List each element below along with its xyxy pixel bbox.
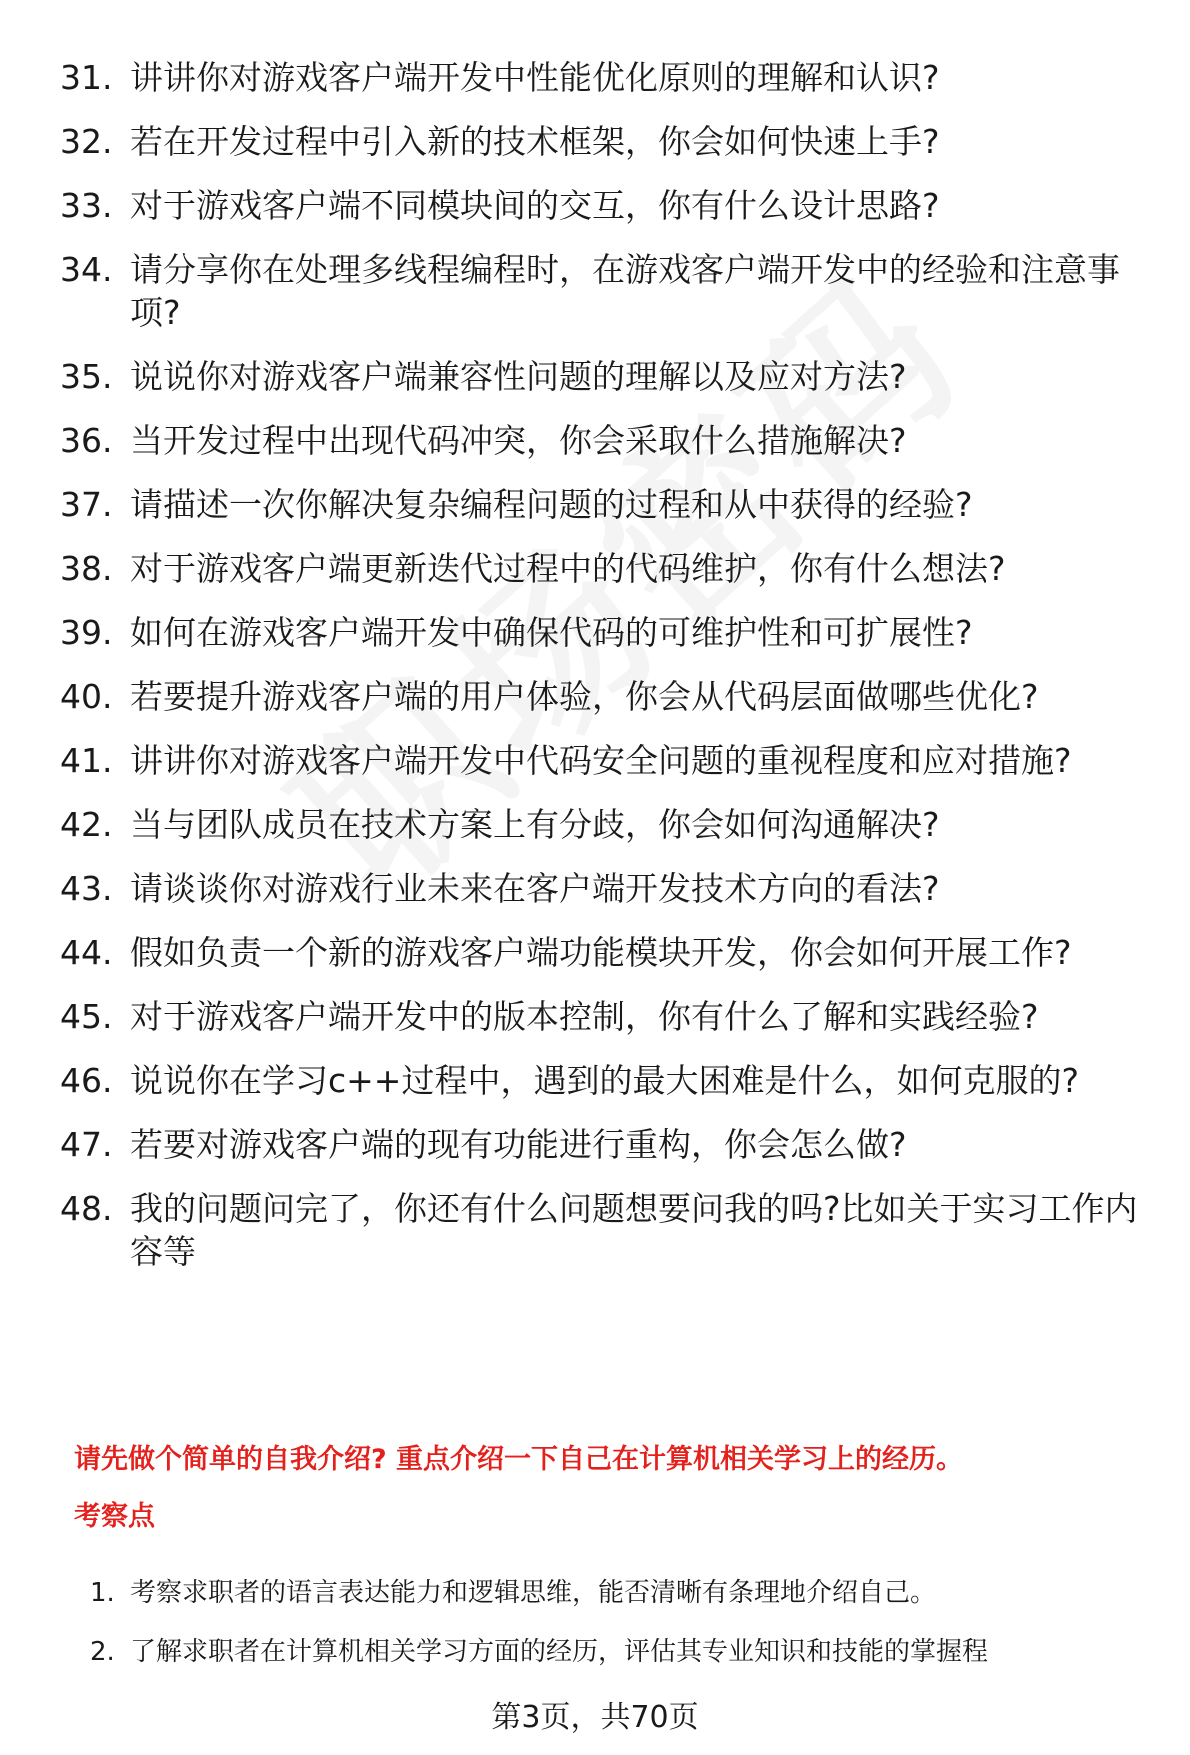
question-text: 当与团队成员在技术方案上有分歧，你会如何沟通解决? [130,805,940,844]
question-text: 请分享你在处理多线程编程时，在游戏客户端开发中的经验和注意事项? [130,250,1120,332]
question-number: 36. [60,421,113,460]
question-text: 我的问题问完了，你还有什么问题想要问我的吗?比如关于实习工作内容等 [130,1189,1138,1271]
question-item [60,248,1160,334]
question-item [60,611,1160,654]
question-item [60,739,1160,782]
point-item [90,1632,1150,1672]
question-item [60,931,1160,974]
question-number: 41. [60,741,113,780]
highlight-question: 请先做个简单的自我介绍? 重点介绍一下自己在计算机相关学习上的经历。 [74,1444,964,1475]
question-item [60,483,1160,526]
question-text: 当开发过程中出现代码冲突，你会采取什么措施解决? [130,421,907,460]
question-item [60,120,1160,163]
question-number: 37. [60,485,113,524]
question-item [60,184,1160,227]
question-number: 32. [60,122,113,161]
question-item [60,1123,1160,1166]
section-title: 考察点 [74,1501,155,1532]
question-text: 说说你对游戏客户端兼容性问题的理解以及应对方法? [130,357,907,396]
point-item [90,1573,1150,1613]
question-text: 讲讲你对游戏客户端开发中性能优化原则的理解和认识? [130,58,940,97]
question-text: 对于游戏客户端更新迭代过程中的代码维护，你有什么想法? [130,549,1006,588]
question-item [60,56,1160,99]
question-number: 31. [60,58,113,97]
question-item [60,803,1160,846]
question-number: 44. [60,933,113,972]
question-number: 35. [60,357,113,396]
question-item [60,1187,1160,1273]
question-item [60,867,1160,910]
question-number: 43. [60,869,113,908]
question-item [60,675,1160,718]
question-text: 假如负责一个新的游戏客户端功能模块开发，你会如何开展工作? [130,933,1072,972]
question-number: 34. [60,250,113,289]
question-text: 对于游戏客户端不同模块间的交互，你有什么设计思路? [130,186,940,225]
question-text: 对于游戏客户端开发中的版本控制，你有什么了解和实践经验? [130,997,1039,1036]
question-item [60,419,1160,462]
question-text: 若在开发过程中引入新的技术框架，你会如何快速上手? [130,122,940,161]
point-number: 1. [90,1578,115,1608]
question-text: 请描述一次你解决复杂编程问题的过程和从中获得的经验? [130,485,973,524]
question-number: 42. [60,805,113,844]
question-item [60,995,1160,1038]
question-text: 如何在游戏客户端开发中确保代码的可维护性和可扩展性? [130,613,973,652]
question-text: 请谈谈你对游戏行业未来在客户端开发技术方向的看法? [130,869,940,908]
question-item [60,547,1160,590]
question-text: 讲讲你对游戏客户端开发中代码安全问题的重视程度和应对措施? [130,741,1072,780]
question-number: 45. [60,997,113,1036]
question-number: 40. [60,677,113,716]
question-number: 38. [60,549,113,588]
assessment-points-list [90,1573,1150,1691]
question-list [60,56,1160,1294]
question-text: 若要对游戏客户端的现有功能进行重构，你会怎么做? [130,1125,907,1164]
point-number: 2. [90,1637,115,1667]
question-text: 说说你在学习c++过程中，遇到的最大困难是什么，如何克服的? [130,1061,1079,1100]
point-text: 了解求职者在计算机相关学习方面的经历，评估其专业知识和技能的掌握程 [130,1637,989,1667]
point-text: 考察求职者的语言表达能力和逻辑思维，能否清晰有条理地介绍自己。 [130,1578,937,1608]
page-footer: 第3页，共70页 [491,1700,699,1735]
question-number: 33. [60,186,113,225]
question-number: 46. [60,1061,113,1100]
question-number: 47. [60,1125,113,1164]
question-text: 若要提升游戏客户端的用户体验，你会从代码层面做哪些优化? [130,677,1039,716]
question-number: 39. [60,613,113,652]
question-item [60,1059,1160,1102]
question-number: 48. [60,1189,113,1228]
question-item [60,355,1160,398]
